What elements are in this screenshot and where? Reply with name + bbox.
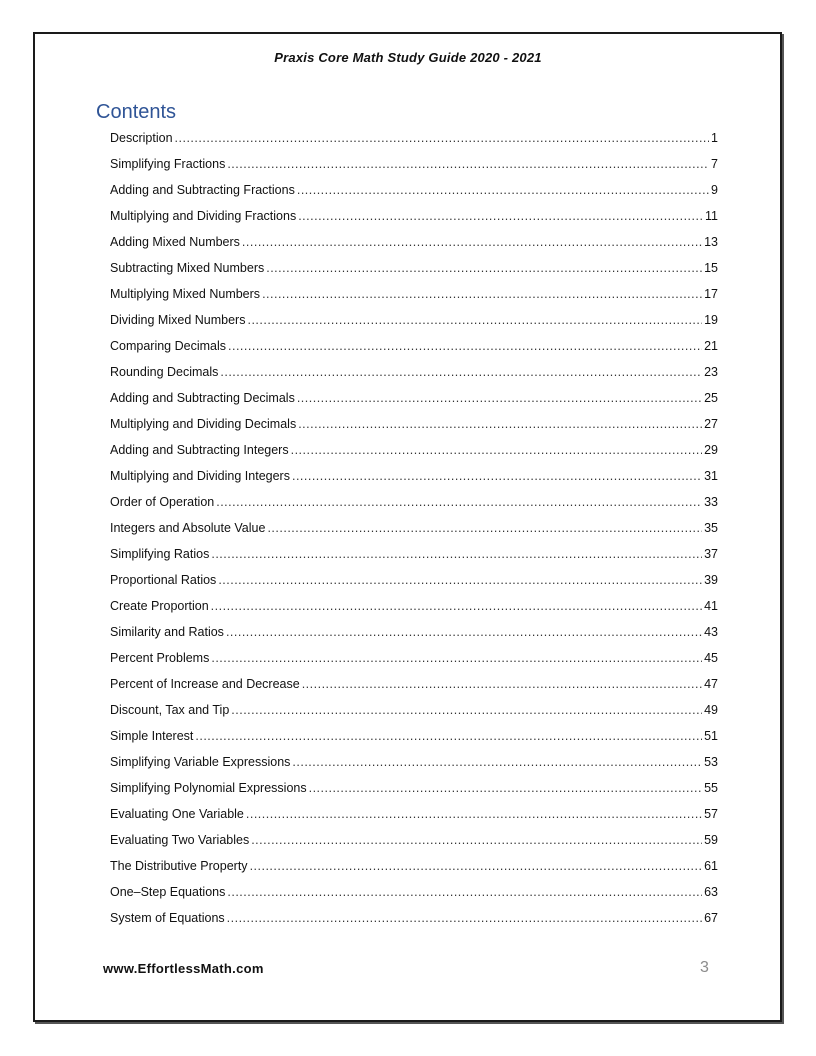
toc-dot-leader [211, 543, 702, 565]
toc-dot-leader [309, 777, 702, 799]
toc-dot-leader [231, 699, 702, 721]
toc-dot-leader [250, 855, 703, 877]
toc-entry-title: Adding Mixed Numbers [110, 235, 240, 249]
toc-dot-leader [292, 465, 702, 487]
contents-heading: Contents [96, 101, 177, 123]
toc-dot-leader [292, 751, 702, 773]
footer-page-number: 3 [700, 959, 709, 976]
toc-entry-page: 35 [704, 521, 718, 535]
toc-entry-page: 43 [704, 625, 718, 639]
toc-entry[interactable] [110, 309, 718, 335]
toc-entry-title: Adding and Subtracting Decimals [110, 391, 295, 405]
toc-entry-title: Evaluating One Variable [110, 807, 244, 821]
toc-entry-title: System of Equations [110, 911, 225, 925]
toc-dot-leader [298, 205, 703, 227]
toc-entry[interactable] [110, 517, 718, 543]
toc-entry-title: Create Proportion [110, 599, 209, 613]
toc-entry-page: 1 [711, 131, 718, 145]
toc-entry-page: 31 [704, 469, 718, 483]
toc-dot-leader [211, 595, 702, 617]
footer-website: www.EffortlessMath.com [103, 961, 264, 976]
toc-entry[interactable] [110, 803, 718, 829]
toc-entry-title: Multiplying Mixed Numbers [110, 287, 261, 301]
toc-entry[interactable] [110, 491, 718, 517]
toc-entry-title: Simple Interest [110, 729, 194, 743]
toc-entry-title: Order of Operation [110, 495, 215, 509]
toc-entry-title: Simplifying Variable Expressions [110, 755, 291, 769]
toc-dot-leader [228, 335, 702, 357]
toc-entry[interactable] [110, 725, 718, 751]
toc-entry[interactable] [110, 569, 718, 595]
toc-entry-page: 41 [704, 599, 718, 613]
toc-entry-page: 53 [704, 755, 718, 769]
toc-entry-page: 45 [704, 651, 718, 665]
toc-entry-title: Similarity and Ratios [110, 625, 224, 639]
toc-entry[interactable] [110, 153, 718, 179]
toc-entry-page: 15 [704, 261, 718, 275]
toc-entry-page: 19 [704, 313, 718, 327]
toc-entry-title: Simplifying Ratios [110, 547, 210, 561]
toc-entry-page: 59 [704, 833, 718, 847]
toc-entry-page: 49 [704, 703, 718, 717]
toc-entry-page: 33 [704, 495, 718, 509]
toc-dot-leader [227, 881, 702, 903]
toc-entry[interactable] [110, 881, 718, 907]
toc-entry-page: 27 [704, 417, 718, 431]
toc-entry[interactable] [110, 751, 718, 777]
toc-dot-leader [242, 231, 702, 253]
toc-dot-leader [218, 569, 702, 591]
toc-entry-page: 21 [704, 339, 718, 353]
toc-entry-title: Multiplying and Dividing Fractions [110, 209, 297, 223]
toc-entry-page: 17 [704, 287, 718, 301]
toc-entry-page: 67 [704, 911, 718, 925]
toc-entry-title: Adding and Subtracting Integers [110, 443, 289, 457]
toc-dot-leader [251, 829, 702, 851]
toc-entry-page: 23 [704, 365, 718, 379]
toc-entry[interactable] [110, 777, 718, 803]
toc-entry-page: 63 [704, 885, 718, 899]
toc-dot-leader [297, 387, 702, 409]
toc-dot-leader [211, 647, 702, 669]
toc-entry-title: Simplifying Polynomial Expressions [110, 781, 307, 795]
toc-entry[interactable] [110, 205, 718, 231]
toc-dot-leader [227, 907, 702, 929]
toc-entry-page: 29 [704, 443, 718, 457]
toc-entry-page: 13 [704, 235, 718, 249]
running-header: Praxis Core Math Study Guide 2020 - 2021 [274, 50, 542, 65]
toc-entry[interactable] [110, 439, 718, 465]
toc-entry[interactable] [110, 257, 718, 283]
toc-entry-page: 61 [704, 859, 718, 873]
toc-entry[interactable] [110, 907, 718, 933]
toc-entry[interactable] [110, 465, 718, 491]
toc-dot-leader [266, 257, 702, 279]
table-of-contents [110, 127, 718, 933]
toc-entry-page: 25 [704, 391, 718, 405]
toc-dot-leader [302, 673, 702, 695]
toc-entry-page: 11 [705, 209, 718, 223]
toc-entry-title: Multiplying and Dividing Integers [110, 469, 290, 483]
toc-dot-leader [291, 439, 702, 461]
toc-dot-leader [226, 621, 702, 643]
toc-entry-title: Discount, Tax and Tip [110, 703, 230, 717]
toc-entry-title: Evaluating Two Variables [110, 833, 250, 847]
toc-entry-title: Comparing Decimals [110, 339, 227, 353]
toc-entry-title: Percent Problems [110, 651, 210, 665]
toc-entry-title: Simplifying Fractions [110, 157, 226, 171]
toc-dot-leader [175, 127, 710, 149]
toc-dot-leader [247, 309, 702, 331]
toc-entry[interactable] [110, 673, 718, 699]
toc-entry[interactable] [110, 361, 718, 387]
toc-entry-page: 39 [704, 573, 718, 587]
toc-entry-page: 51 [704, 729, 718, 743]
toc-entry-title: Multiplying and Dividing Decimals [110, 417, 297, 431]
toc-entry[interactable] [110, 231, 718, 257]
toc-entry[interactable] [110, 595, 718, 621]
toc-entry-title: Proportional Ratios [110, 573, 217, 587]
toc-entry[interactable] [110, 699, 718, 725]
toc-entry-title: Percent of Increase and Decrease [110, 677, 300, 691]
toc-entry-title: Subtracting Mixed Numbers [110, 261, 265, 275]
toc-dot-leader [267, 517, 702, 539]
toc-entry[interactable] [110, 179, 718, 205]
toc-dot-leader [262, 283, 702, 305]
toc-entry-page: 55 [704, 781, 718, 795]
toc-dot-leader [227, 153, 709, 175]
toc-entry-title: One–Step Equations [110, 885, 226, 899]
toc-dot-leader [298, 413, 702, 435]
toc-dot-leader [195, 725, 702, 747]
toc-entry-page: 47 [704, 677, 718, 691]
toc-dot-leader [220, 361, 702, 383]
toc-entry-page: 9 [711, 183, 718, 197]
toc-entry[interactable] [110, 621, 718, 647]
toc-dot-leader [297, 179, 709, 201]
toc-entry[interactable] [110, 543, 718, 569]
toc-entry-title: Description [110, 131, 173, 145]
toc-entry-title: Adding and Subtracting Fractions [110, 183, 295, 197]
toc-entry-title: Rounding Decimals [110, 365, 219, 379]
toc-entry-page: 7 [711, 157, 718, 171]
toc-dot-leader [246, 803, 702, 825]
toc-entry[interactable] [110, 127, 718, 153]
toc-entry-page: 37 [704, 547, 718, 561]
toc-entry[interactable] [110, 647, 718, 673]
toc-entry-title: Dividing Mixed Numbers [110, 313, 246, 327]
toc-entry[interactable] [110, 335, 718, 361]
toc-entry[interactable] [110, 855, 718, 881]
toc-entry-title: The Distributive Property [110, 859, 248, 873]
toc-entry-title: Integers and Absolute Value [110, 521, 266, 535]
toc-entry[interactable] [110, 283, 718, 309]
toc-dot-leader [216, 491, 702, 513]
toc-entry[interactable] [110, 829, 718, 855]
toc-entry[interactable] [110, 387, 718, 413]
toc-entry[interactable] [110, 413, 718, 439]
toc-entry-page: 57 [704, 807, 718, 821]
